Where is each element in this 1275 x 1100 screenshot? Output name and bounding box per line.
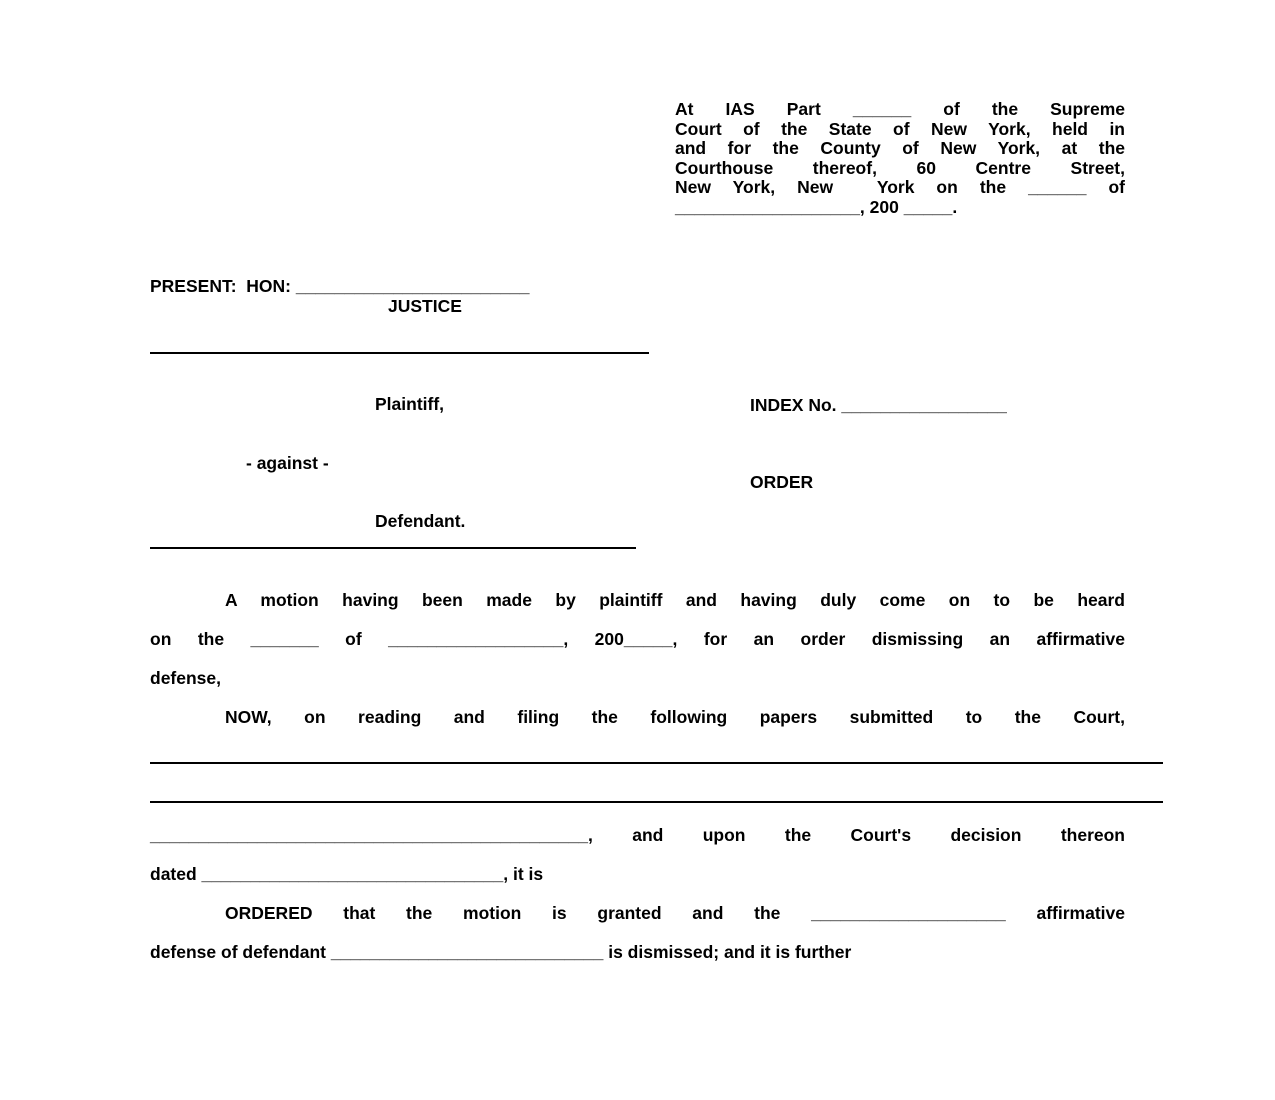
justice-title: JUSTICE (388, 296, 462, 316)
caption-line-2: Court of the State of New York, held in (675, 118, 1125, 139)
plaintiff-label: Plaintiff, (375, 394, 445, 414)
defendant-label: Defendant. (375, 511, 466, 531)
document-type: ORDER (750, 472, 814, 492)
body-p3-line2: defense of defendant ____________________________ is dismissed; and it is further (150, 942, 852, 962)
parties-top-rule (150, 352, 649, 354)
parties-bottom-rule (150, 547, 636, 549)
body-p1-line3: defense, (150, 668, 221, 688)
body-p1-line2: on the _______ of __________________, 200_____, for an order dismissing an affirmative (150, 629, 1125, 649)
caption-line-4: Courthouse thereof, 60 Centre Street, (675, 157, 1125, 178)
body-p2-line4: _____________________________________________, and upon the Court's decision thereon (150, 825, 1125, 845)
papers-blank-rule-2 (150, 801, 1163, 803)
present-line: PRESENT: HON: ________________________ (150, 276, 530, 296)
body-p2-line5: dated _______________________________, it is (150, 864, 544, 884)
body-p3-line1: ORDERED that the motion is granted and the ____________________ affirmative (225, 903, 1125, 923)
body-p1-line1: A motion having been made by plaintiff and having duly come on to be heard (225, 590, 1125, 610)
papers-blank-rule-1 (150, 762, 1163, 764)
against-label: - against - (246, 453, 329, 473)
caption-line-3: and for the County of New York, at the (675, 138, 1125, 159)
caption-line-5: New York, New York on the ______ of (675, 177, 1125, 198)
caption-line-1: At IAS Part ______ of the Supreme (675, 99, 1125, 119)
caption-line-6: ___________________, 200 _____. (675, 196, 958, 217)
body-p2-line1: NOW, on reading and filing the following papers submitted to the Court, (225, 707, 1125, 727)
court-caption (675, 100, 1125, 218)
index-number: INDEX No. _________________ (750, 395, 1007, 415)
